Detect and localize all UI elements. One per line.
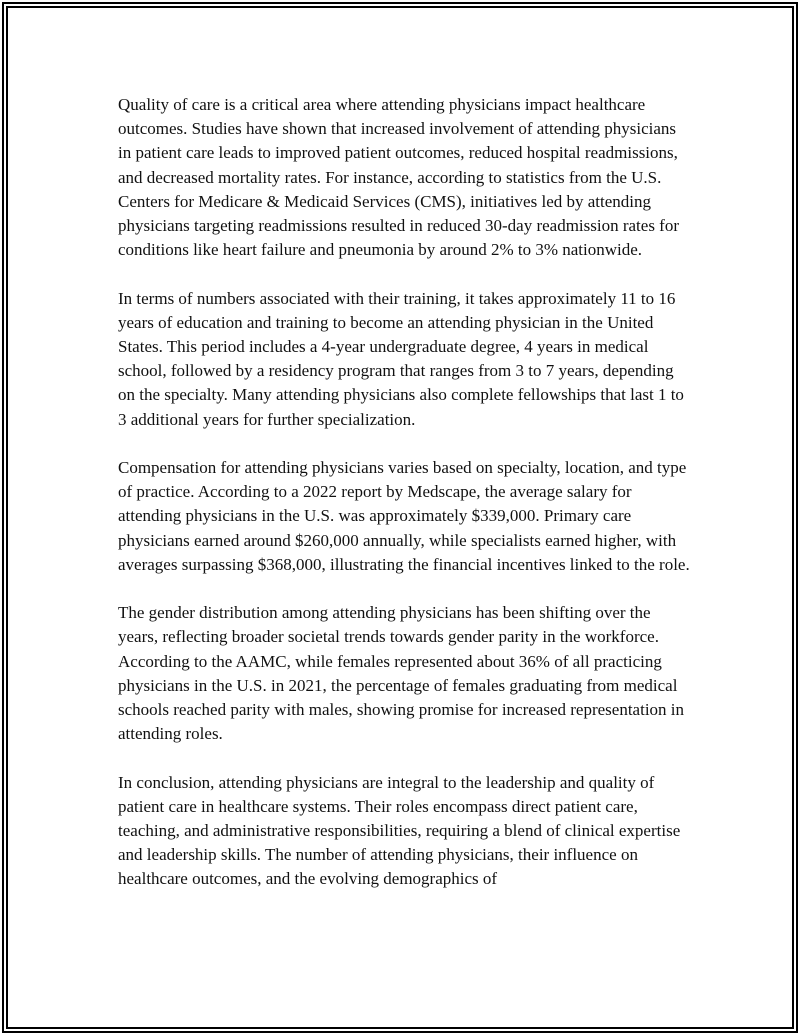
paragraph-training: In terms of numbers associated with their training, it takes approximately 11 to 16 years of education and training to become an attending physician in the United States. This period includes a 4-year undergraduate degree, 4 years in medical school, followed by a residency program that ranges from 3 to 7 years, depending on the specialty. Many attending physicians also complete fellowships that last 1 to 3 additional years for further specialization. [118,288,684,429]
paragraph-conclusion: In conclusion, attending physicians are integral to the leadership and quality of patient care in healthcare systems. Their roles encompass direct patient care, teaching, and administrative responsibilities, requiring a blend of clinical expertise and leadership skills. The number of attending physicians, their influence on healthcare outcomes, and the evolving demographics of [118,772,681,889]
document-body [118,93,693,892]
paragraph-compensation: Compensation for attending physicians varies based on specialty, location, and type of practice. According to a 2022 report by Medscape, the average salary for attending physicians in the U.S. was approximately $339,000. Primary care physicians earned around $260,000 annually, while specialists earned higher, with averages surpassing $368,000, illustrating the financial incentives linked to the role. [118,458,690,574]
paragraph-quality-of-care: Quality of care is a critical area where attending physicians impact healthcare outcomes. Studies have shown that increased involvement of attending physicians in patient care leads to improved patient outcomes, reduced hospital readmissions, and decreased mortality rates. For instance, according to statistics from the U.S. Centers for Medicare & Medicaid Services (CMS), initiatives led by attending physicians targeting readmissions resulted in reduced 30-day readmission rates for conditions like heart failure and pneumonia by around 2% to 3% nationwide. [118,95,680,260]
paragraph-gender-distribution: The gender distribution among attending physicians has been shifting over the years, reflecting broader societal trends towards gender parity in the workforce. According to the AAMC, while females represented about 36% of all practicing physicians in the U.S. in 2021, the percentage of females graduating from medical schools reached parity with males, showing promise for increased representation in attending roles. [118,603,685,744]
